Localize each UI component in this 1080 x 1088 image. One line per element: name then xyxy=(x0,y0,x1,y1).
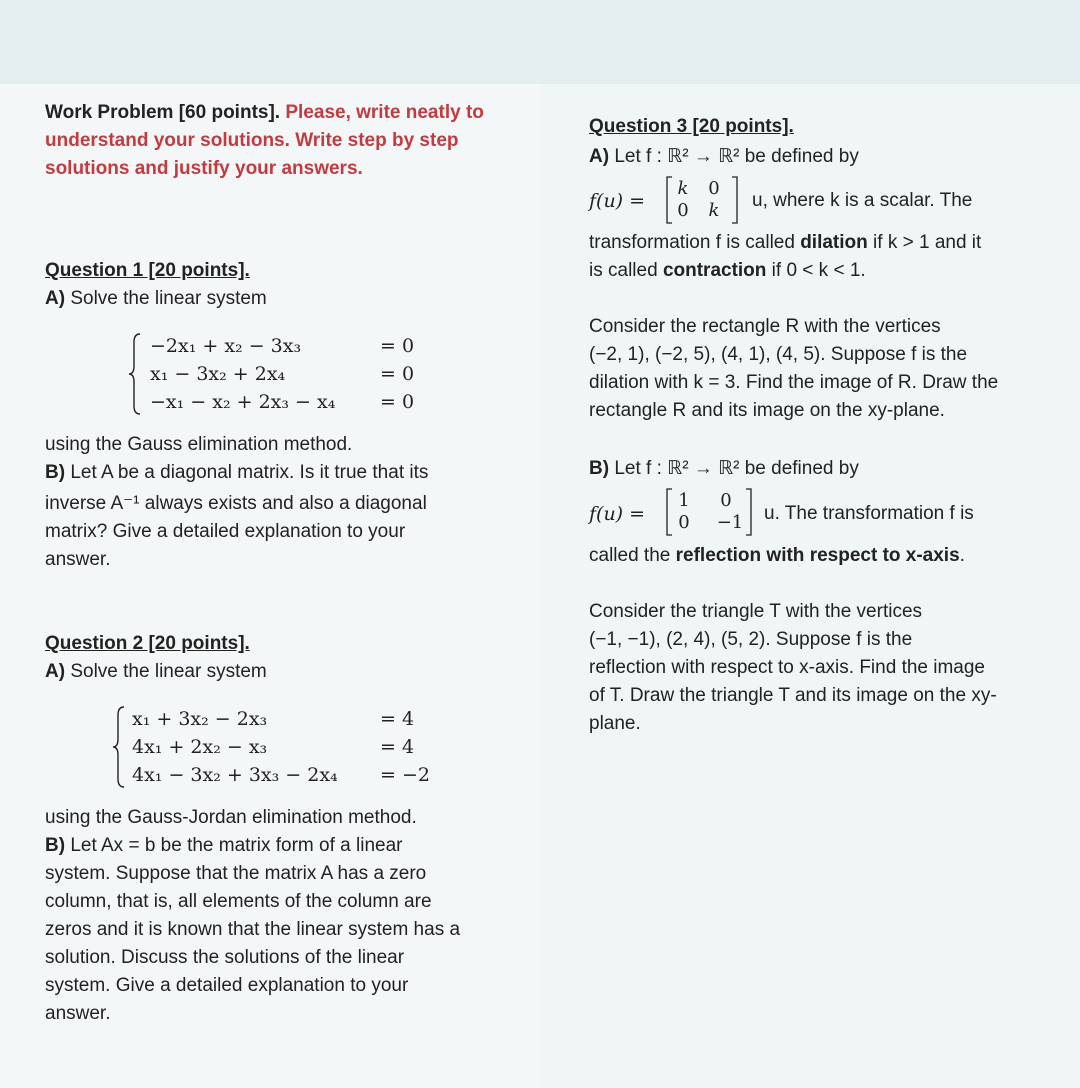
q1-equation-2: x₁ − 3x₂ + 2x₄ xyxy=(150,363,286,385)
q3a-dilation-term: dilation xyxy=(800,232,868,253)
q2-part-b-line4: zeros and it is known that the linear system has a xyxy=(45,919,461,940)
q1-rhs-2: = 0 xyxy=(380,363,415,385)
q2-part-b-line3: column, that is, all elements of the column are xyxy=(45,891,432,912)
q3a-consider-2: (−2, 1), (−2, 5), (4, 1), (4, 5). Suppose f is the xyxy=(589,344,968,365)
q3-part-b-label: B) xyxy=(589,458,610,479)
q1-part-b-line1 xyxy=(45,459,428,487)
q3a-line3-cond: if k > 1 and it xyxy=(873,232,982,253)
q1-equation-system xyxy=(128,332,428,416)
q1-part-b-line2: inverse A⁻¹ always exists and also a diagonal xyxy=(45,493,427,514)
q1-part-a-label: A) xyxy=(45,288,66,309)
q1-rhs-1: = 0 xyxy=(380,335,415,357)
q2-equation-system xyxy=(112,705,442,789)
q2-part-b-line7: answer. xyxy=(45,1003,111,1024)
q2-part-a xyxy=(45,658,267,686)
instructions-note-3: solutions and justify your answers. xyxy=(45,158,363,179)
q3a-consider-1: Consider the rectangle R with the vertices xyxy=(589,316,941,337)
q3-part-b-intro-text: Let f : ℝ² → ℝ² be defined by xyxy=(614,458,859,479)
q3a-after-matrix: u, where k is a scalar. The xyxy=(752,190,973,211)
q3b-matrix-a11: 1 xyxy=(678,490,690,511)
q3a-matrix-a21: 0 xyxy=(677,200,689,221)
q3b-matrix-a21: 0 xyxy=(678,512,690,533)
q2-part-a-text: Solve the linear system xyxy=(70,661,267,682)
q2-method: using the Gauss-Jordan elimination method. xyxy=(45,807,417,828)
q3-part-a-intro-text: Let f : ℝ² → ℝ² be defined by xyxy=(614,146,859,167)
q1-part-a-text: Solve the linear system xyxy=(70,288,267,309)
q1-method: using the Gauss elimination method. xyxy=(45,434,353,455)
question-2-heading: Question 2 [20 points]. xyxy=(45,633,250,654)
q3b-matrix xyxy=(665,488,755,536)
q3b-consider-5: plane. xyxy=(589,713,641,734)
q3a-line4-cond: if 0 < k < 1. xyxy=(771,260,866,281)
q2-rhs-1: = 4 xyxy=(380,708,415,730)
q1-part-a xyxy=(45,285,267,313)
question-1-heading: Question 1 [20 points]. xyxy=(45,260,250,281)
q3a-consider-3: dilation with k = 3. Find the image of R. Draw the xyxy=(589,372,999,393)
left-bracket-icon xyxy=(665,488,673,536)
q3b-consider-3: reflection with respect to x-axis. Find the image xyxy=(589,657,986,678)
q3a-matrix-a11: k xyxy=(677,178,689,199)
instructions-note-2a: understand your solutions. xyxy=(45,130,290,151)
q3a-consider-4: rectangle R and its image on the xy-plane. xyxy=(589,400,945,421)
q3a-line4-text: is called xyxy=(589,260,658,281)
q2-equation-2: 4x₁ + 2x₂ − x₃ xyxy=(132,736,268,758)
q3-part-a-intro xyxy=(589,143,859,171)
instructions-note-1: Please, write neatly to xyxy=(285,102,484,123)
q2-rhs-2: = 4 xyxy=(380,736,415,758)
q3a-contraction-term: contraction xyxy=(662,260,767,281)
q3b-consider-4: of T. Draw the triangle T and its image on the xy- xyxy=(589,685,997,706)
left-brace-icon xyxy=(112,705,126,789)
q3b-line3 xyxy=(589,542,965,570)
question-3-heading: Question 3 [20 points]. xyxy=(589,116,794,137)
q3b-line3-text: called the xyxy=(589,545,671,566)
q1-part-b-line4: answer. xyxy=(45,549,111,570)
q1-part-b-line3: matrix? Give a detailed explanation to your xyxy=(45,521,406,542)
right-bracket-icon xyxy=(745,488,753,536)
q3-part-a-label: A) xyxy=(589,146,610,167)
q2-part-b-line5: solution. Discuss the solutions of the linear xyxy=(45,947,405,968)
q1-part-b-label: B) xyxy=(45,462,66,483)
q2-part-b-line1 xyxy=(45,832,402,860)
top-band xyxy=(0,0,1080,84)
instructions-note-2b: Write step by step xyxy=(295,130,459,151)
work-problem-header xyxy=(45,99,515,127)
q2-part-a-label: A) xyxy=(45,661,66,682)
q3a-line4 xyxy=(589,257,866,285)
q3a-line3 xyxy=(589,229,981,257)
q3b-matrix-a12: 0 xyxy=(720,490,732,511)
q3b-consider-1: Consider the triangle T with the vertices xyxy=(589,601,923,622)
q2-part-b-text1: Let Ax = b be the matrix form of a linear xyxy=(70,835,403,856)
q1-equation-3: −x₁ − x₂ + 2x₃ − x₄ xyxy=(150,391,336,413)
q1-equation-1: −2x₁ + x₂ − 3x₃ xyxy=(150,335,302,357)
q3-part-b-intro xyxy=(589,455,859,483)
q1-part-b-text1: Let A be a diagonal matrix. Is it true that its xyxy=(70,462,429,483)
q3b-fu-label: f(u) = xyxy=(589,503,646,525)
q2-rhs-3: = −2 xyxy=(380,764,430,786)
q2-part-b-label: B) xyxy=(45,835,66,856)
q3b-reflection-term: reflection with respect to x-axis xyxy=(675,545,960,566)
q3a-matrix xyxy=(665,176,743,224)
work-problem-title: Work Problem [60 points]. xyxy=(45,102,281,123)
left-brace-icon xyxy=(128,332,142,416)
q3a-fu-label: f(u) = xyxy=(589,190,646,212)
q2-part-b-line6: system. Give a detailed explanation to your xyxy=(45,975,409,996)
q1-rhs-3: = 0 xyxy=(380,391,415,413)
q3a-matrix-a22: k xyxy=(708,200,720,221)
q3b-after-matrix: u. The transformation f is xyxy=(764,503,974,524)
q3b-line3-end: . xyxy=(959,545,965,566)
q3a-line3-text: transformation f is called xyxy=(589,232,795,253)
q3a-matrix-a12: 0 xyxy=(708,178,720,199)
q2-equation-3: 4x₁ − 3x₂ + 3x₃ − 2x₄ xyxy=(132,764,338,786)
q3b-matrix-a22: −1 xyxy=(716,512,744,533)
instructions-note-2 xyxy=(45,127,459,155)
q2-equation-1: x₁ + 3x₂ − 2x₃ xyxy=(132,708,268,730)
q3b-consider-2: (−1, −1), (2, 4), (5, 2). Suppose f is the xyxy=(589,629,913,650)
right-bracket-icon xyxy=(731,176,739,224)
q2-part-b-line2: system. Suppose that the matrix A has a zero xyxy=(45,863,427,884)
